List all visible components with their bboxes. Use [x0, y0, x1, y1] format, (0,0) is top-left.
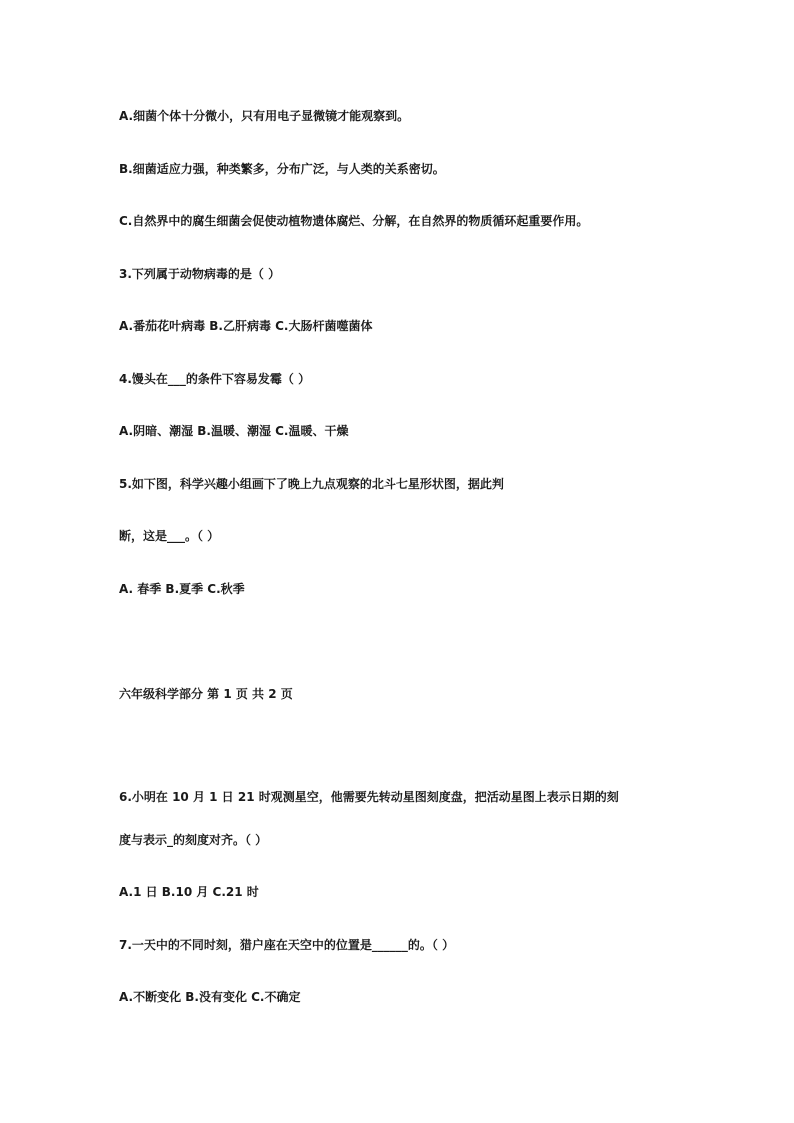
option-c-saprophytic-bacteria: C.自然界中的腐生细菌会促使动植物遗体腐烂、分解，在自然界的物质循环起重要作用。 — [119, 214, 589, 228]
question-7: 7.一天中的不同时刻，猎户座在天空中的位置是______的。（ ） — [119, 938, 455, 952]
question-6-options: A.1 日 B.10 月 C.21 时 — [119, 885, 259, 899]
option-b-bacteria-adaptability: B.细菌适应力强，种类繁多，分布广泛，与人类的关系密切。 — [119, 162, 445, 176]
option-a-bacteria-size: A.细菌个体十分微小，只有用电子显微镜才能观察到。 — [119, 109, 410, 123]
question-6-continued: 度与表示_的刻度对齐。（ ） — [119, 833, 268, 847]
page-footer: 六年级科学部分 第 1 页 共 2 页 — [119, 687, 293, 701]
question-3: 3.下列属于动物病毒的是（ ） — [119, 267, 281, 281]
question-5-continued: 断，这是___。（ ） — [119, 529, 220, 543]
question-4-options: A.阴暗、潮湿 B.温暖、潮湿 C.温暖、干燥 — [119, 424, 349, 438]
question-5-options: A. 春季 B.夏季 C.秋季 — [119, 582, 245, 596]
question-3-options: A.番茄花叶病毒 B.乙肝病毒 C.大肠杆菌噬菌体 — [119, 319, 373, 333]
question-7-options: A.不断变化 B.没有变化 C.不确定 — [119, 990, 301, 1004]
question-5: 5.如下图，科学兴趣小组画下了晚上九点观察的北斗七星形状图，据此判 — [119, 477, 504, 491]
question-4: 4.馒头在___的条件下容易发霉（ ） — [119, 372, 311, 386]
question-6: 6.小明在 10 月 1 日 21 时观测星空，他需要先转动星图刻度盘，把活动星图上表示日期的刻 — [119, 790, 619, 804]
